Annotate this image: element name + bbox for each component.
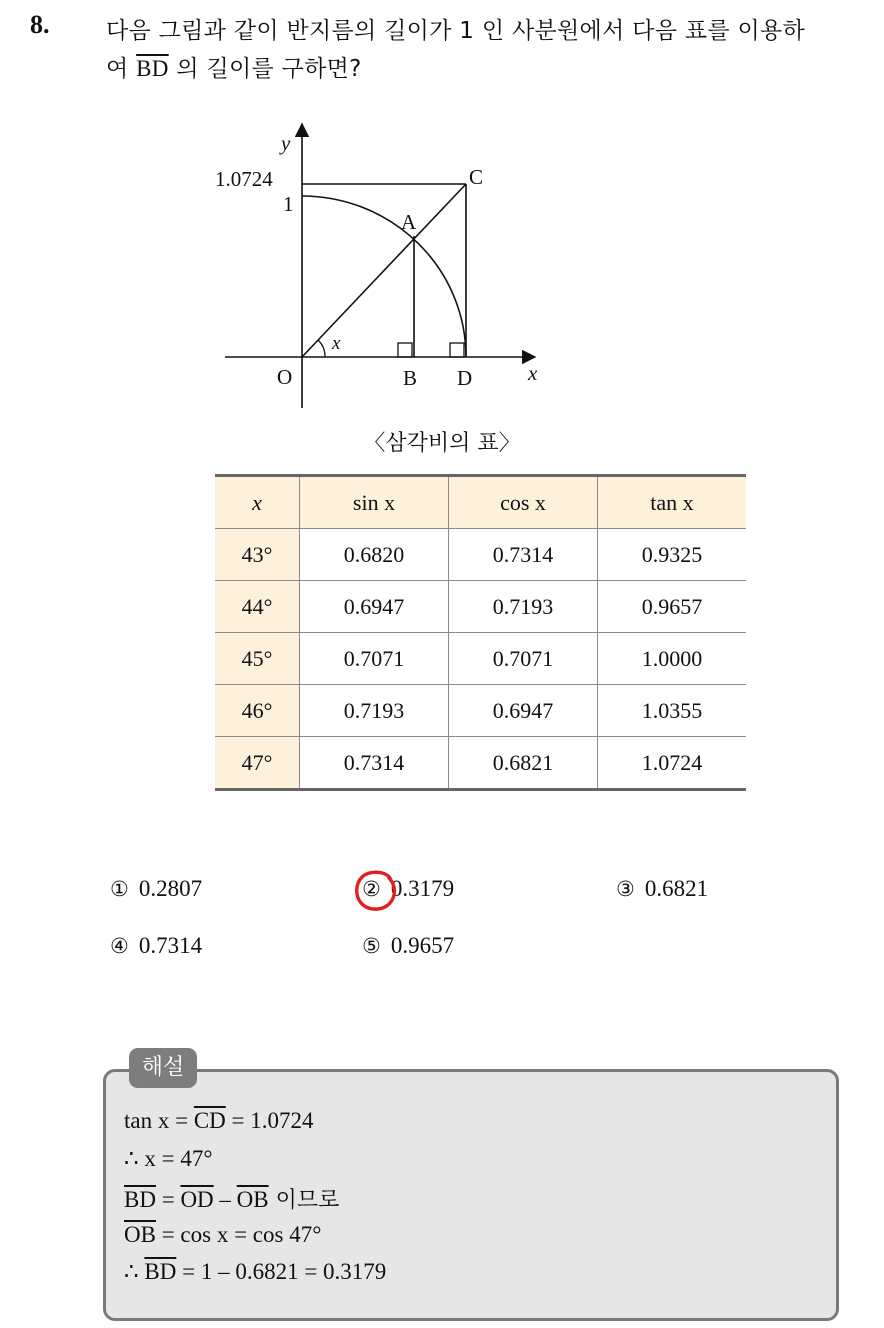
question-text-line2 [106,50,362,83]
table-cell-angle: 43° [215,529,300,581]
oc-line [302,184,466,357]
table-row [215,529,746,581]
explanation-line-4 [124,1222,321,1248]
angle-label: x [332,333,341,354]
header-cos: cos x [449,476,598,529]
exp-text: tan x = [124,1108,194,1133]
angle-arc [318,340,325,357]
choice-value: 0.9657 [390,933,455,958]
explanation-line-2: ∴ x = 47° [124,1146,213,1171]
exp-text: = 1 – 0.6821 = 0.3179 [176,1259,387,1284]
question-suffix: 의 길이를 구하면? [168,56,362,82]
right-angle-d [450,343,464,357]
table-cell: 0.7193 [300,685,449,737]
choice-value: 0.3179 [390,876,455,901]
point-a-label: A [401,210,417,234]
table-cell: 0.6821 [449,737,598,790]
point-d-label: D [457,366,473,390]
choice-number: ③ [616,877,635,901]
table-cell: 0.6947 [300,581,449,633]
segment-bd: $\overline{BD}$ [144,1259,177,1284]
table-cell-angle: 44° [215,581,300,633]
table-cell: 0.9325 [598,529,747,581]
choice-number: ② [362,877,381,901]
choice-value: 0.2807 [138,876,203,901]
table-title: 〈삼각비의 표〉 [363,431,521,456]
table-header-row [215,476,746,529]
table-row [215,581,746,633]
table-row [215,685,746,737]
quarter-arc [302,196,466,357]
tick-label-1-0724: 1.0724 [215,167,273,191]
question-text-line1: 다음 그림과 같이 반지름의 길이가 1 인 사분원에서 다음 표를 이용하 [106,18,806,44]
choice-4[interactable] [110,933,202,959]
point-b-label: B [403,366,418,390]
choice-5[interactable] [362,933,454,959]
explanation-tab: 해설 [129,1048,197,1088]
explanation-line-1 [124,1108,314,1134]
x-axis-label: x [528,361,538,385]
exp-text: – [213,1187,237,1212]
table-cell: 1.0000 [598,633,747,685]
table-cell: 1.0355 [598,685,747,737]
choice-3[interactable] [616,876,708,902]
right-angle-b [398,343,412,357]
segment-od: $\overline{OD}$ [180,1187,214,1212]
table-cell-angle: 45° [215,633,300,685]
table-row [215,737,746,790]
exp-text: = 1.0724 [225,1108,314,1133]
exp-text: 이므로 [268,1188,340,1213]
header-tan: tan x [598,476,747,529]
table-row [215,633,746,685]
point-o-label: O [277,365,293,389]
table-cell: 1.0724 [598,737,747,790]
segment-ob: $\overline{OB}$ [236,1187,269,1212]
explanation-line-5 [124,1259,386,1285]
table-cell: 0.7071 [300,633,449,685]
choice-value: 0.6821 [644,876,709,901]
table-cell: 0.6820 [300,529,449,581]
table-cell-angle: 47° [215,737,300,790]
segment-ob: $\overline{OB}$ [124,1222,156,1247]
tick-label-1: 1 [283,192,294,216]
question-number: 8. [30,10,50,39]
table-cell: 0.7314 [449,529,598,581]
y-axis-label: y [281,131,291,155]
choice-1[interactable] [110,876,202,902]
table-cell: 0.6947 [449,685,598,737]
table-cell: 0.9657 [598,581,747,633]
question-prefix: 여 [106,56,137,82]
header-x: x [215,476,300,529]
choice-number: ① [110,877,129,901]
header-sin: sin x [300,476,449,529]
table-cell: 0.7193 [449,581,598,633]
choice-number: ⑤ [362,934,381,958]
explanation-line-3 [124,1183,339,1214]
answer-circle-mark [352,866,400,914]
segment-bd: $\overline{BD}$ [124,1187,156,1212]
segment-cd: $\overline{CD}$ [193,1108,226,1133]
exp-text: ∴ [124,1259,145,1284]
table-cell-angle: 46° [215,685,300,737]
quarter-circle-figure [205,118,565,418]
table-cell: 0.7071 [449,633,598,685]
choice-value: 0.7314 [138,933,203,958]
exp-text: = [155,1187,181,1212]
point-c-label: C [469,165,484,189]
table-cell: 0.7314 [300,737,449,790]
segment-bd: $\overline{BD}$ [136,56,169,81]
exp-text: = cos x = cos 47° [155,1222,322,1247]
choice-number: ④ [110,934,129,958]
trig-ratio-table [215,474,746,791]
